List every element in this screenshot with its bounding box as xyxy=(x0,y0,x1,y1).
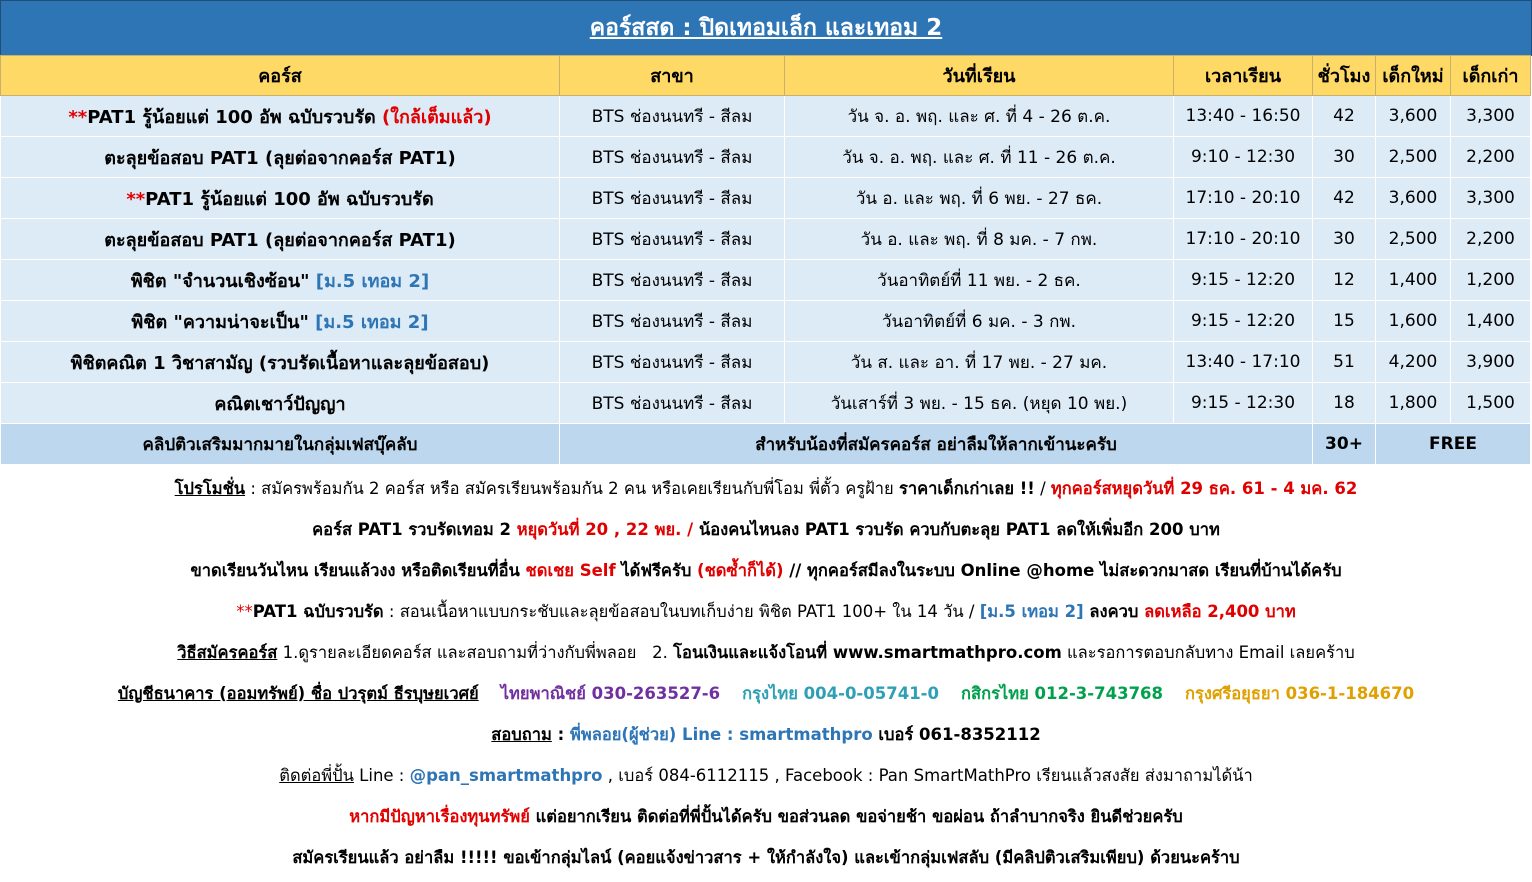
course-name xyxy=(1,219,560,260)
makeup-repeat: (ชดซ้ำก็ได้) xyxy=(697,560,784,580)
new-price-cell: 1,600 xyxy=(1376,301,1451,342)
course-name xyxy=(1,383,560,424)
table-row xyxy=(1,260,1531,301)
financial-help-label: หากมีปัญหาเรื่องทุนทรัพย์ xyxy=(349,806,530,826)
time-cell: 13:40 - 17:10 xyxy=(1174,342,1313,383)
pat1-intro: คอร์ส PAT1 รวบรัดเทอม 2 xyxy=(312,519,517,539)
promo-old-price-note: ราคาเด็กเก่าเลย !! xyxy=(898,478,1035,498)
time-cell: 9:10 - 12:30 xyxy=(1174,137,1313,178)
header-branch: สาขา xyxy=(560,56,785,96)
old-price-cell: 3,300 xyxy=(1451,96,1531,137)
bank-kbank: กสิกรไทย 012-3-743768 xyxy=(961,683,1164,703)
header-row xyxy=(1,56,1531,96)
join-group-reminder: สมัครเรียนแล้ว อย่าลืม !!!!! ขอเข้ากลุ่มไลน์ (คอยแจ้งข่าวสาร + ให้กำลังใจ) และเข้ากลุ่มเฟสลับ (มีคลิปติวเสริมเพียบ) ด้วยนะคร้าบ xyxy=(292,847,1240,867)
howto-email-note: และรอการตอบกลับทาง Email เลยคร้าบ xyxy=(1061,642,1355,662)
table-row xyxy=(1,178,1531,219)
time-cell: 13:40 - 16:50 xyxy=(1174,96,1313,137)
old-price-cell: 1,500 xyxy=(1451,383,1531,424)
howto-label: วิธีสมัครคอร์ส xyxy=(177,642,278,662)
new-price-cell: 4,200 xyxy=(1376,342,1451,383)
new-price-cell: 1,800 xyxy=(1376,383,1451,424)
new-price-cell: 3,600 xyxy=(1376,96,1451,137)
m5-term-tag: [ม.5 เทอม 2] xyxy=(979,601,1084,621)
clips-cell: คลิปติวเสริมมากมายในกลุ่มเฟสบุ๊คลับ xyxy=(1,424,560,465)
hours-cell: 12 xyxy=(1313,260,1376,301)
line-prefix: Line : xyxy=(353,766,410,785)
promo-line-5 xyxy=(0,632,1532,673)
makeup-free: ได้ฟรีครับ xyxy=(615,560,698,580)
clips-price-cell: FREE xyxy=(1376,424,1531,465)
course-table xyxy=(0,55,1531,465)
branch-cell: BTS ช่องนนทรี - สีลม xyxy=(560,301,785,342)
promo-section xyxy=(0,468,1532,878)
page-title: คอร์สสด : ปิดเทอมเล็ก และเทอม 2 xyxy=(589,15,943,41)
course-title: PAT1 รู้น้อยแต่ 100 อัพ ฉบับรวบรัด xyxy=(145,188,434,210)
hours-cell: 18 xyxy=(1313,383,1376,424)
pat1-quick-desc: : สอนเนื้อหาแบบกระชับและลุยข้อสอบในบทเก็บง่าย พิชิต PAT1 100+ ใน 14 วัน / xyxy=(383,601,980,621)
new-price-cell: 1,400 xyxy=(1376,260,1451,301)
contact-label: สอบถาม xyxy=(491,724,552,744)
hours-cell: 42 xyxy=(1313,178,1376,219)
course-tag: (ใกล้เต็มแล้ว) xyxy=(381,106,492,128)
time-cell: 9:15 - 12:30 xyxy=(1174,383,1313,424)
course-title: พิชิต "ความน่าจะเป็น" xyxy=(131,311,316,333)
contact-pan-label: ติดต่อพี่ปั้น xyxy=(279,765,354,785)
footer-row xyxy=(1,424,1531,465)
bank-ktb: กรุงไทย 004-0-05741-0 xyxy=(742,683,940,703)
branch-cell: BTS ช่องนนทรี - สีลม xyxy=(560,342,785,383)
hours-cell: 42 xyxy=(1313,96,1376,137)
pan-line-id[interactable]: @pan_smartmathpro xyxy=(409,766,603,785)
table-row xyxy=(1,137,1531,178)
promo-text: : สมัครพร้อมกัน 2 คอร์ส หรือ สมัครเรียนพร้อมกัน 2 คน หรือเคยเรียนกับพี่โอม พี่ตั้ว ครูฝ้าย xyxy=(245,478,899,498)
header-dates: วันที่เรียน xyxy=(785,56,1174,96)
pat1-quick-title: PAT1 ฉบับรวบรัด xyxy=(252,601,384,621)
financial-help-text: แต่อยากเรียน ติดต่อที่พี่ปั้นได้ครับ ขอส่วนลด ขอจ่ายช้า ขอผ่อน ถ้าลำบากจริง ยินดีช่วยครับ xyxy=(529,806,1183,826)
dates-cell: วันอาทิตย์ที่ 6 มค. - 3 กพ. xyxy=(785,301,1174,342)
makeup-self: ชดเชย Self xyxy=(525,560,616,580)
course-name xyxy=(1,137,560,178)
promo-line-10 xyxy=(0,837,1532,878)
combo-price: ลดเหลือ 2,400 บาท xyxy=(1144,601,1296,621)
separator: / xyxy=(1034,479,1051,498)
hours-cell: 51 xyxy=(1313,342,1376,383)
header-time: เวลาเรียน xyxy=(1174,56,1313,96)
branch-cell: BTS ช่องนนทรี - สีลม xyxy=(560,137,785,178)
clips-hours-cell: 30+ xyxy=(1313,424,1376,465)
branch-cell: BTS ช่องนนทรี - สีลม xyxy=(560,178,785,219)
dates-cell: วันเสาร์ที่ 3 พย. - 15 ธค. (หยุด 10 พย.) xyxy=(785,383,1174,424)
course-name xyxy=(1,96,560,137)
pan-contact-details: , เบอร์ 084-6112115 , Facebook : Pan SmartMathPro เรียนแล้วสงสัย ส่งมาถามได้น้า xyxy=(602,765,1253,785)
course-name xyxy=(1,260,560,301)
course-title: คณิตเชาว์ปัญญา xyxy=(214,393,346,415)
old-price-cell: 2,200 xyxy=(1451,219,1531,260)
holiday-note: ทุกคอร์สหยุดวันที่ 29 ธค. 61 - 4 มค. 62 xyxy=(1050,478,1358,498)
course-title: ตะลุยข้อสอบ PAT1 (ลุยต่อจากคอร์ส PAT1) xyxy=(104,229,456,251)
branch-cell: BTS ช่องนนทรี - สีลม xyxy=(560,219,785,260)
old-price-cell: 3,900 xyxy=(1451,342,1531,383)
dates-cell: วันอาทิตย์ที่ 11 พย. - 2 ธค. xyxy=(785,260,1174,301)
header-course: คอร์ส xyxy=(1,56,560,96)
dates-cell: วัน อ. และ พฤ. ที่ 6 พย. - 27 ธค. xyxy=(785,178,1174,219)
promo-line-9 xyxy=(0,796,1532,837)
course-title: พิชิต "จำนวนเชิงซ้อน" xyxy=(130,270,316,292)
table-row xyxy=(1,301,1531,342)
time-cell: 9:15 - 12:20 xyxy=(1174,260,1313,301)
time-cell: 9:15 - 12:20 xyxy=(1174,301,1313,342)
dates-cell: วัน จ. อ. พฤ. และ ศ. ที่ 4 - 26 ต.ค. xyxy=(785,96,1174,137)
bank-account-label: บัญชีธนาคาร (ออมทรัพย์) ชื่อ ปวรุตม์ ธีรบุษยเวศย์ xyxy=(117,683,479,703)
header-hours: ชั่วโมง xyxy=(1313,56,1376,96)
bank-scb: ไทยพาณิชย์ 030-263527-6 xyxy=(500,683,721,703)
new-price-cell: 2,500 xyxy=(1376,137,1451,178)
promo-line-1 xyxy=(0,468,1532,509)
combo-label: ลงควบ xyxy=(1083,601,1145,621)
pat1-holiday: หยุดวันที่ 20 , 22 พย. / xyxy=(516,519,694,539)
old-price-cell: 2,200 xyxy=(1451,137,1531,178)
branch-cell: BTS ช่องนนทรี - สีลม xyxy=(560,260,785,301)
course-title: พิชิตคณิต 1 วิชาสามัญ (รวบรัดเนื้อหาและลุยข้อสอบ) xyxy=(70,352,490,374)
old-price-cell: 1,200 xyxy=(1451,260,1531,301)
howto-step1: 1.ดูรายละเอียดคอร์ส และสอบถามที่ว่างกับพี่พลอย 2. xyxy=(277,642,674,662)
star-mark: ** xyxy=(236,602,253,621)
pat1-discount: น้องคนไหนลง PAT1 รวบรัด ควบกับตะลุย PAT1 ลดให้เพิ่มอีก 200 บาท xyxy=(693,519,1220,539)
time-cell: 17:10 - 20:10 xyxy=(1174,178,1313,219)
time-cell: 17:10 - 20:10 xyxy=(1174,219,1313,260)
title-bar xyxy=(0,0,1532,56)
course-title: ตะลุยข้อสอบ PAT1 (ลุยต่อจากคอร์ส PAT1) xyxy=(104,147,456,169)
separator: : xyxy=(551,725,570,744)
promo-line-6 xyxy=(0,673,1532,714)
howto-website-link[interactable]: โอนเงินและแจ้งโอนที่ www.smartmathpro.com xyxy=(673,642,1062,662)
makeup-intro: ขาดเรียนวันไหน เรียนแล้วงง หรือติดเรียนที่อื่น xyxy=(190,560,526,580)
online-note: // ทุกคอร์สมีลงในระบบ Online @home ไม่สะดวกมาสด เรียนที่บ้านได้ครับ xyxy=(783,560,1342,580)
assistant-line-id[interactable]: พี่พลอย(ผู้ช่วย) Line : smartmathpro xyxy=(569,724,873,744)
old-price-cell: 1,400 xyxy=(1451,301,1531,342)
promo-line-3 xyxy=(0,550,1532,591)
table-row xyxy=(1,219,1531,260)
assistant-phone: เบอร์ 061-8352112 xyxy=(872,724,1041,744)
course-name xyxy=(1,178,560,219)
hours-cell: 15 xyxy=(1313,301,1376,342)
table-row xyxy=(1,342,1531,383)
dates-cell: วัน อ. และ พฤ. ที่ 8 มค. - 7 กพ. xyxy=(785,219,1174,260)
promo-line-4 xyxy=(0,591,1532,632)
course-name xyxy=(1,342,560,383)
course-tag: [ม.5 เทอม 2] xyxy=(315,311,429,333)
hours-cell: 30 xyxy=(1313,219,1376,260)
new-price-cell: 3,600 xyxy=(1376,178,1451,219)
table-row xyxy=(1,96,1531,137)
branch-cell: BTS ช่องนนทรี - สีลม xyxy=(560,96,785,137)
course-title: PAT1 รู้น้อยแต่ 100 อัพ ฉบับรวบรัด xyxy=(87,106,382,128)
branch-cell: BTS ช่องนนทรี - สีลม xyxy=(560,383,785,424)
promo-line-2 xyxy=(0,509,1532,550)
promo-label: โปรโมชั่น xyxy=(174,478,246,498)
header-old-price: เด็กเก่า xyxy=(1451,56,1531,96)
table-row xyxy=(1,383,1531,424)
course-tag: [ม.5 เทอม 2] xyxy=(315,270,430,292)
promo-line-8 xyxy=(0,755,1532,796)
hours-cell: 30 xyxy=(1313,137,1376,178)
dates-cell: วัน ส. และ อา. ที่ 17 พย. - 27 มค. xyxy=(785,342,1174,383)
new-price-cell: 2,500 xyxy=(1376,219,1451,260)
star-mark: ** xyxy=(68,106,88,128)
star-mark: ** xyxy=(126,188,146,210)
course-name xyxy=(1,301,560,342)
old-price-cell: 3,300 xyxy=(1451,178,1531,219)
clips-note-cell: สำหรับน้องที่สมัครคอร์ส อย่าลืมให้ลากเข้านะครับ xyxy=(560,424,1313,465)
header-new-price: เด็กใหม่ xyxy=(1376,56,1451,96)
dates-cell: วัน จ. อ. พฤ. และ ศ. ที่ 11 - 26 ต.ค. xyxy=(785,137,1174,178)
bank-bay: กรุงศรีอยุธยา 036-1-184670 xyxy=(1185,683,1415,703)
promo-line-7 xyxy=(0,714,1532,755)
